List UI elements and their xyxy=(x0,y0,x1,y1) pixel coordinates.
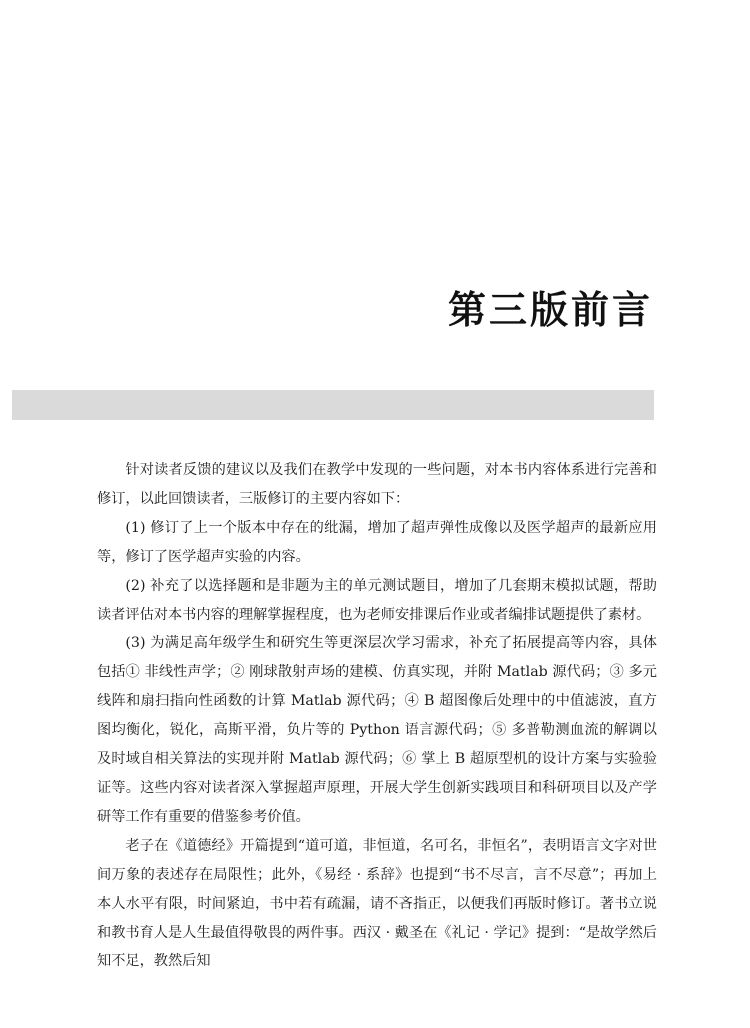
preface-body xyxy=(97,456,657,976)
paragraph-item-3: (3) 为满足高年级学生和研究生等更深层次学习需求，补充了拓展提高等内容，具体包括① 非线性声学；② 刚球散射声场的建模、仿真实现，并附 Matlab 源代码；③ 多元线阵和扇扫指向性函数的计算 Matlab 源代码；④ B 超图像后处理中的中值滤波，直方图均衡化，锐化，高斯平滑，负片等的 Python 语言源代码；⑤ 多普勒测血流的解调以及时域自相关算法的实现并附 Matlab 源代码；⑥ 掌上 B 超原型机的设计方案与实验验证等。这些内容对读者深入掌握超声原理，开展大学生创新实践项目和科研项目以及产学研等工作有重要的借鉴参考价值。 xyxy=(97,635,657,825)
paragraph-item-1: (1) 修订了上一个版本中存在的纰漏，增加了超声弹性成像以及医学超声的最新应用等，修订了医学超声实验的内容。 xyxy=(97,519,657,565)
title-divider-band xyxy=(12,390,654,420)
paragraph-closing: 老子在《道德经》开篇提到“道可道，非恒道，名可名，非恒名”，表明语言文字对世间万象的表述存在局限性；此外，《易经 · 系辞》也提到“书不尽言，言不尽意”；再加上本人水平有限，时间紧迫，书中若有疏漏，请不吝指正，以便我们再版时修订。著书立说和教书育人是人生最值得敬畏的两件事。西汉 · 戴圣在《礼记 · 学记》提到：“是故学然后知不足，教然后知 xyxy=(97,837,657,970)
paragraph-intro: 针对读者反馈的建议以及我们在教学中发现的一些问题，对本书内容体系进行完善和修订，以此回馈读者，三版修订的主要内容如下： xyxy=(97,462,657,507)
paragraph-item-2: (2) 补充了以选择题和是非题为主的单元测试题目，增加了几套期末模拟试题，帮助读者评估对本书内容的理解掌握程度，也为老师安排课后作业或者编排试题提供了素材。 xyxy=(97,577,657,623)
page-title: 第三版前言 xyxy=(447,287,653,332)
